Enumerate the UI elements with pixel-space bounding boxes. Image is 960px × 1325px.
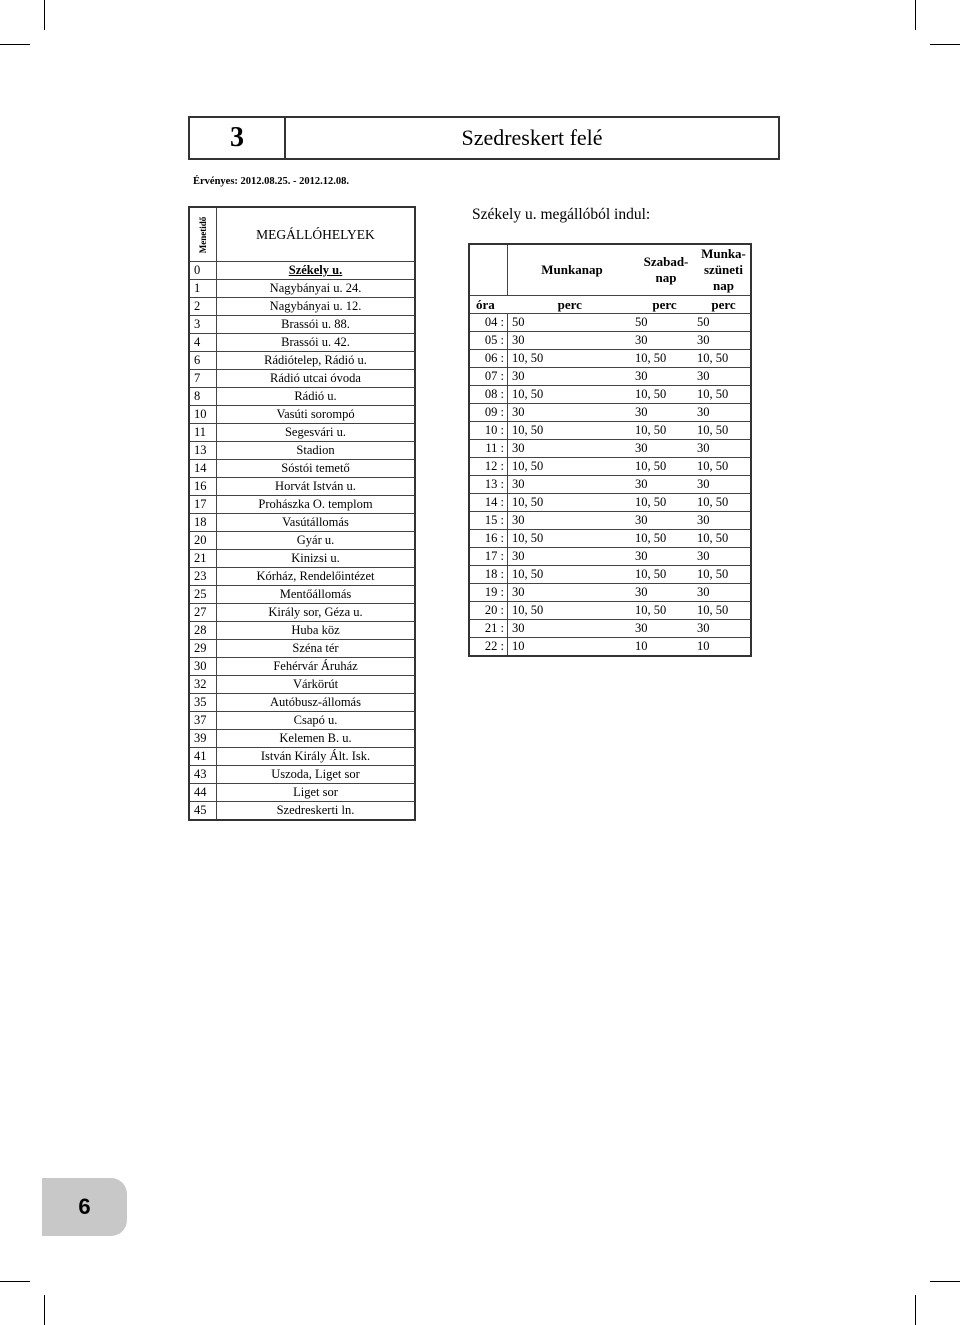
departure-munkanap: 10, 50 [508, 458, 633, 476]
stop-travel-time: 11 [189, 424, 217, 442]
stop-row [189, 370, 415, 388]
departure-munkaszuneti: 30 [697, 440, 751, 458]
stop-row [189, 532, 415, 550]
stop-name: Gyár u. [217, 532, 416, 550]
stop-travel-time: 45 [189, 802, 217, 821]
departure-munkaszuneti: 30 [697, 620, 751, 638]
stop-travel-time: 39 [189, 730, 217, 748]
stop-name: Szedreskerti ln. [217, 802, 416, 821]
departure-szabadnap: 30 [632, 404, 697, 422]
stop-row [189, 406, 415, 424]
stop-name: Sóstói temető [217, 460, 416, 478]
stop-name: Széna tér [217, 640, 416, 658]
stop-name: Rádió u. [217, 388, 416, 406]
departure-munkaszuneti: 30 [697, 332, 751, 350]
departure-munkanap: 10 [508, 638, 633, 657]
departure-hour: 09 : [469, 404, 508, 422]
departure-munkanap: 50 [508, 314, 633, 332]
stop-travel-time: 7 [189, 370, 217, 388]
stop-travel-time: 35 [189, 694, 217, 712]
header-szabadnap-line2: nap [655, 270, 677, 285]
stop-name: Stadion [217, 442, 416, 460]
departure-row [469, 368, 751, 386]
crop-mark [44, 0, 45, 30]
header-munkaszuneti-line2: szüneti [704, 262, 743, 277]
departure-row [469, 566, 751, 584]
subheader-perc-szabadnap: perc [632, 296, 697, 314]
stop-travel-time: 28 [189, 622, 217, 640]
stop-travel-time: 16 [189, 478, 217, 496]
departure-row [469, 584, 751, 602]
stop-travel-time: 8 [189, 388, 217, 406]
departure-row [469, 602, 751, 620]
route-header [188, 116, 780, 160]
departure-hour: 13 : [469, 476, 508, 494]
departure-szabadnap: 10, 50 [632, 530, 697, 548]
departure-munkanap: 10, 50 [508, 350, 633, 368]
stop-row [189, 712, 415, 730]
stop-name: Rádió utcai óvoda [217, 370, 416, 388]
departure-munkaszuneti: 10, 50 [697, 494, 751, 512]
departure-hour: 20 : [469, 602, 508, 620]
stop-name: István Király Ált. Isk. [217, 748, 416, 766]
validity-period: Érvényes: 2012.08.25. - 2012.12.08. [193, 176, 350, 187]
stop-travel-time: 29 [189, 640, 217, 658]
departure-szabadnap: 10, 50 [632, 350, 697, 368]
departure-munkaszuneti: 10, 50 [697, 602, 751, 620]
header-munkaszuneti-line1: Munka- [701, 246, 746, 261]
crop-mark [0, 1281, 30, 1282]
departure-szabadnap: 30 [632, 440, 697, 458]
departure-hour: 07 : [469, 368, 508, 386]
stop-row [189, 604, 415, 622]
departure-row [469, 548, 751, 566]
crop-mark [0, 44, 30, 45]
departures-subheader-row [469, 296, 751, 314]
departure-munkaszuneti: 10 [697, 638, 751, 657]
departure-munkanap: 10, 50 [508, 494, 633, 512]
departure-munkaszuneti: 30 [697, 512, 751, 530]
stop-row [189, 802, 415, 821]
stop-name: Vasútállomás [217, 514, 416, 532]
stop-name: Kórház, Rendelőintézet [217, 568, 416, 586]
stop-row [189, 424, 415, 442]
departure-munkaszuneti: 10, 50 [697, 530, 751, 548]
header-szabadnap [632, 244, 697, 296]
stop-name: Brassói u. 88. [217, 316, 416, 334]
stop-name: Huba köz [217, 622, 416, 640]
departure-szabadnap: 30 [632, 476, 697, 494]
departure-row [469, 638, 751, 657]
departure-szabadnap: 30 [632, 548, 697, 566]
departures-body [469, 244, 751, 656]
stop-name: Kelemen B. u. [217, 730, 416, 748]
stop-name: Várkörút [217, 676, 416, 694]
header-empty-cell [469, 244, 508, 296]
stop-name: Kinizsi u. [217, 550, 416, 568]
stop-row [189, 460, 415, 478]
stop-travel-time: 10 [189, 406, 217, 424]
departure-hour: 17 : [469, 548, 508, 566]
departure-munkaszuneti: 10, 50 [697, 386, 751, 404]
departure-munkanap: 30 [508, 440, 633, 458]
departure-hour: 12 : [469, 458, 508, 476]
departure-munkaszuneti: 10, 50 [697, 350, 751, 368]
stop-travel-time: 13 [189, 442, 217, 460]
stop-travel-time: 14 [189, 460, 217, 478]
departure-munkanap: 30 [508, 404, 633, 422]
stop-travel-time: 44 [189, 784, 217, 802]
departure-munkanap: 30 [508, 368, 633, 386]
departure-szabadnap: 30 [632, 368, 697, 386]
departure-munkaszuneti: 30 [697, 548, 751, 566]
stop-row [189, 676, 415, 694]
stop-travel-time: 43 [189, 766, 217, 784]
crop-mark [930, 1281, 960, 1282]
departure-munkanap: 30 [508, 548, 633, 566]
departure-row [469, 512, 751, 530]
departure-hour: 22 : [469, 638, 508, 657]
stop-travel-time: 23 [189, 568, 217, 586]
departure-munkaszuneti: 10, 50 [697, 458, 751, 476]
stop-name: Mentőállomás [217, 586, 416, 604]
departure-munkanap: 10, 50 [508, 602, 633, 620]
departure-munkanap: 10, 50 [508, 566, 633, 584]
departure-szabadnap: 30 [632, 620, 697, 638]
stop-row [189, 748, 415, 766]
stop-row [189, 280, 415, 298]
stop-travel-time: 25 [189, 586, 217, 604]
departure-szabadnap: 10, 50 [632, 386, 697, 404]
stop-row [189, 316, 415, 334]
stop-name: Király sor, Géza u. [217, 604, 416, 622]
departure-munkaszuneti: 30 [697, 584, 751, 602]
departure-row [469, 494, 751, 512]
departure-row [469, 440, 751, 458]
stop-row [189, 388, 415, 406]
departure-hour: 21 : [469, 620, 508, 638]
departures-title: Székely u. megállóból indul: [472, 206, 651, 223]
stop-row [189, 496, 415, 514]
departure-hour: 05 : [469, 332, 508, 350]
departure-row [469, 332, 751, 350]
stop-travel-time: 21 [189, 550, 217, 568]
stop-name: Vasúti sorompó [217, 406, 416, 424]
departure-szabadnap: 50 [632, 314, 697, 332]
stop-travel-time: 20 [189, 532, 217, 550]
stops-title: MEGÁLLÓHELYEK [217, 207, 416, 262]
departure-munkaszuneti: 10, 50 [697, 422, 751, 440]
stops-body [189, 262, 415, 821]
departure-munkanap: 30 [508, 584, 633, 602]
stop-travel-time: 18 [189, 514, 217, 532]
stop-name: Székely u. [217, 262, 416, 280]
stop-name: Prohászka O. templom [217, 496, 416, 514]
stop-travel-time: 37 [189, 712, 217, 730]
stop-travel-time: 6 [189, 352, 217, 370]
header-szabadnap-line1: Szabad- [643, 254, 689, 269]
stop-name: Rádiótelep, Rádió u. [217, 352, 416, 370]
departure-szabadnap: 10 [632, 638, 697, 657]
departure-row [469, 350, 751, 368]
stop-row [189, 478, 415, 496]
stop-travel-time: 30 [189, 658, 217, 676]
departure-munkaszuneti: 30 [697, 476, 751, 494]
subheader-perc-munkanap: perc [508, 296, 633, 314]
stop-row [189, 514, 415, 532]
departures-table [468, 243, 752, 657]
departure-munkaszuneti: 10, 50 [697, 566, 751, 584]
stop-row [189, 568, 415, 586]
stop-row [189, 442, 415, 460]
stop-row [189, 586, 415, 604]
departure-szabadnap: 30 [632, 512, 697, 530]
departure-szabadnap: 10, 50 [632, 494, 697, 512]
departure-row [469, 422, 751, 440]
stop-row [189, 730, 415, 748]
departure-row [469, 458, 751, 476]
stop-travel-time: 0 [189, 262, 217, 280]
departure-szabadnap: 10, 50 [632, 566, 697, 584]
stop-row [189, 640, 415, 658]
departure-hour: 18 : [469, 566, 508, 584]
departure-munkanap: 10, 50 [508, 386, 633, 404]
departure-munkanap: 30 [508, 620, 633, 638]
route-direction: Szedreskert felé [461, 125, 603, 150]
departure-hour: 14 : [469, 494, 508, 512]
departure-row [469, 314, 751, 332]
stop-name: Fehérvár Áruház [217, 658, 416, 676]
departure-hour: 04 : [469, 314, 508, 332]
stop-row [189, 622, 415, 640]
stop-travel-time: 32 [189, 676, 217, 694]
departure-row [469, 530, 751, 548]
route-number: 3 [190, 118, 286, 158]
header-munkaszuneti [697, 244, 751, 296]
menetido-header [189, 207, 217, 262]
departure-szabadnap: 10, 50 [632, 422, 697, 440]
stop-row [189, 658, 415, 676]
departure-hour: 10 : [469, 422, 508, 440]
departure-hour: 19 : [469, 584, 508, 602]
page-number: 6 [78, 1194, 91, 1219]
subheader-perc-munkaszuneti: perc [697, 296, 751, 314]
stop-travel-time: 2 [189, 298, 217, 316]
departure-row [469, 404, 751, 422]
stop-row [189, 334, 415, 352]
departure-szabadnap: 30 [632, 332, 697, 350]
crop-mark [915, 1295, 916, 1325]
stop-name: Liget sor [217, 784, 416, 802]
menetido-label: Menetidő [198, 216, 208, 253]
crop-mark [44, 1295, 45, 1325]
stop-name: Brassói u. 42. [217, 334, 416, 352]
departure-row [469, 386, 751, 404]
stop-name: Autóbusz-állomás [217, 694, 416, 712]
stop-name: Nagybányai u. 24. [217, 280, 416, 298]
departure-hour: 08 : [469, 386, 508, 404]
departure-munkaszuneti: 30 [697, 368, 751, 386]
departure-szabadnap: 10, 50 [632, 602, 697, 620]
stops-table [188, 206, 416, 821]
departure-hour: 16 : [469, 530, 508, 548]
stop-row [189, 352, 415, 370]
subheader-ora: óra [469, 296, 508, 314]
departure-munkaszuneti: 30 [697, 404, 751, 422]
departure-hour: 06 : [469, 350, 508, 368]
departure-munkanap: 30 [508, 512, 633, 530]
stop-travel-time: 4 [189, 334, 217, 352]
departure-szabadnap: 10, 50 [632, 458, 697, 476]
stop-name: Horvát István u. [217, 478, 416, 496]
stop-row [189, 784, 415, 802]
stop-row [189, 550, 415, 568]
stop-name: Segesvári u. [217, 424, 416, 442]
departure-munkanap: 10, 50 [508, 422, 633, 440]
departure-row [469, 476, 751, 494]
departures-header-row [469, 244, 751, 296]
departure-munkaszuneti: 50 [697, 314, 751, 332]
stop-row [189, 766, 415, 784]
stop-row [189, 262, 415, 280]
crop-mark [915, 0, 916, 30]
stop-travel-time: 3 [189, 316, 217, 334]
stop-travel-time: 17 [189, 496, 217, 514]
departure-hour: 11 : [469, 440, 508, 458]
crop-mark [930, 44, 960, 45]
departure-munkanap: 10, 50 [508, 530, 633, 548]
stop-travel-time: 41 [189, 748, 217, 766]
page-number-tab [42, 1178, 127, 1236]
stop-row [189, 298, 415, 316]
stop-row [189, 694, 415, 712]
stop-name: Nagybányai u. 12. [217, 298, 416, 316]
stop-name: Uszoda, Liget sor [217, 766, 416, 784]
stop-travel-time: 1 [189, 280, 217, 298]
departure-munkanap: 30 [508, 332, 633, 350]
stop-travel-time: 27 [189, 604, 217, 622]
departure-hour: 15 : [469, 512, 508, 530]
header-munkaszuneti-line3: nap [713, 278, 734, 293]
stop-name: Csapó u. [217, 712, 416, 730]
departure-munkanap: 30 [508, 476, 633, 494]
departure-row [469, 620, 751, 638]
departure-szabadnap: 30 [632, 584, 697, 602]
header-munkanap: Munkanap [541, 262, 603, 277]
